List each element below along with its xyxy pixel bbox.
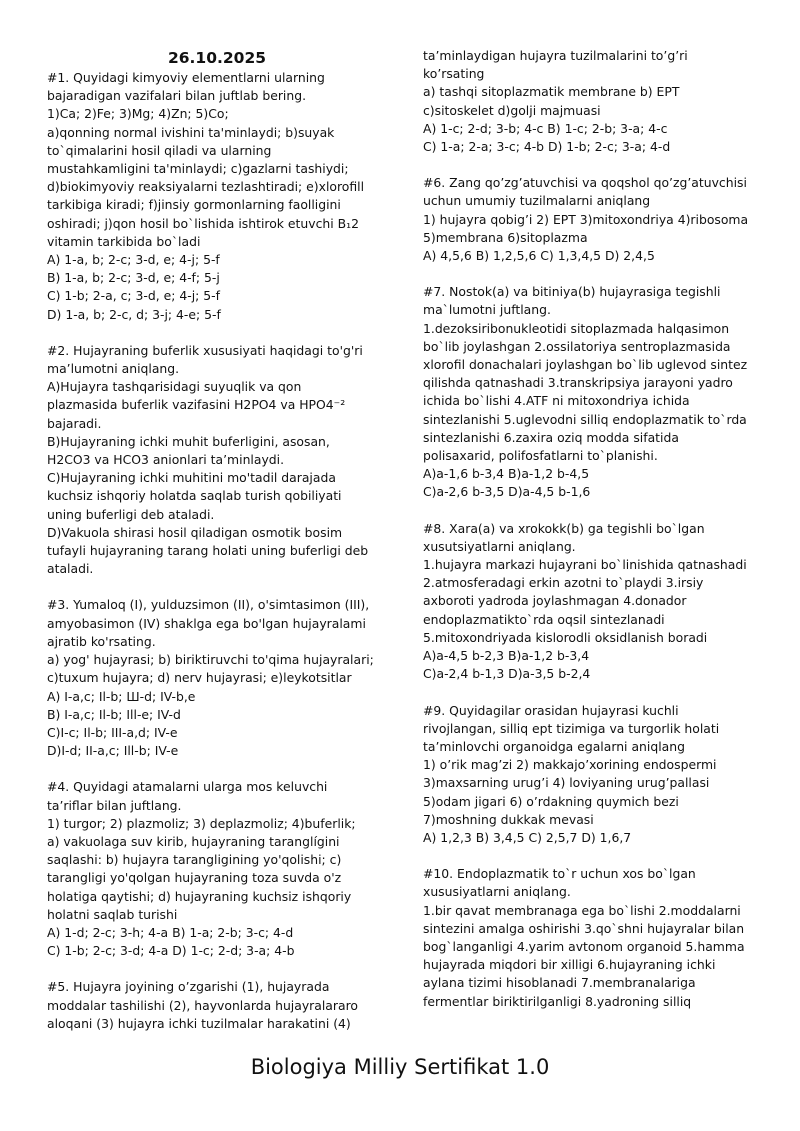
question-line: #2. Hujayraning buferlik xususiyati haqidagi to'g'ri	[47, 342, 363, 358]
question-line: A) 1,2,3 B) 3,4,5 C) 2,5,7 D) 1,6,7	[423, 829, 632, 845]
question-line: rivojlangan, silliq ept tizimiga va turgorlik holati	[423, 720, 720, 736]
question-line: C) 1-b; 2-c; 3-d; 4-a D) 1-c; 2-d; 3-a; 4-b	[47, 943, 295, 959]
question-line: D)Vakuola shirasi hosil qiladigan osmotik bosim	[47, 524, 343, 540]
question-line: d)biokimyoviy reaksiyalarni tezlashtiradi; e)xlorofill	[47, 179, 365, 195]
question-block	[47, 69, 387, 324]
question-line: a) tashqi sitoplazmatik membrane b) EPT	[423, 84, 680, 100]
question-line: bo`lib joylashgan 2.ossilatoriya sentroplazmasida	[423, 338, 731, 354]
question-line: #7. Nostok(a) va bitiniya(b) hujayrasiga tegishli	[423, 284, 721, 300]
question-line: A) 1-a, b; 2-c; 3-d, e; 4-j; 5-f	[47, 252, 220, 268]
question-line: bajaradigan vazifalari bilan juftlab bering.	[47, 88, 307, 104]
question-line: xlorofil donachalari joylashgan bo`lib uglevod sintez	[423, 357, 748, 373]
question-line: C)I-c; Il-b; III-a,d; IV-e	[47, 724, 178, 740]
question-line: sintezini amalga oshirishi 3.qo`shni hujayralar bilan	[423, 920, 745, 936]
question-line: B) I-a,c; Il-b; Ill-e; IV-d	[47, 706, 181, 722]
right-questions	[423, 47, 768, 1011]
question-block	[47, 978, 387, 1033]
question-line: #5. Hujayra joyining o’zgarishi (1), hujayrada	[47, 979, 330, 995]
page-date: 26.10.2025	[167, 49, 267, 67]
question-line: 2.atmosferadagi erkin azotni to`playdi 3.irsiy	[423, 575, 704, 591]
question-line: aloqani (3) hujayra ichki tuzilmalar harakatini (4)	[47, 1015, 351, 1031]
question-line: D) 1-a, b; 2-c, d; 3-j; 4-e; 5-f	[47, 306, 221, 322]
question-line: kuchsiz ishqoriy holatda saqlab turish qobiliyati	[47, 488, 342, 504]
question-line: 1.hujayra markazi hujayrani bo`linishida qatnashadi	[423, 557, 747, 573]
question-line: xusutsiyatlarni aniqlang.	[423, 538, 576, 554]
question-line: ataladi.	[47, 561, 94, 577]
question-line: #10. Endoplazmatik to`r uchun xos bo`lgan	[423, 866, 696, 882]
question-block	[423, 520, 768, 684]
left-questions	[47, 69, 387, 1033]
question-line: ko’rsating	[423, 66, 485, 82]
question-line: ta’minlaydigan hujayra tuzilmalarini to’g’ri	[423, 48, 688, 63]
question-line: C)a-2,6 b-3,5 D)a-4,5 b-1,6	[423, 484, 591, 500]
question-line: saqlashi: b) hujayra tarangligining yo'qolishi; c)	[47, 852, 342, 868]
question-block	[47, 778, 387, 960]
question-line: A) I-a,c; Il-b; Ш-d; IV-b,e	[47, 688, 196, 704]
left-column	[47, 48, 387, 1051]
question-line: B) 1-a, b; 2-c; 3-d, e; 4-f; 5-j	[47, 270, 220, 286]
question-block	[47, 342, 387, 579]
question-line: A)a-4,5 b-2,3 B)a-1,2 b-3,4	[423, 648, 590, 664]
question-line: C)Hujayraning ichki muhitini mo'tadil darajada	[47, 470, 336, 486]
question-line: #1. Quyidagi kimyoviy elementlarni ularning	[47, 70, 325, 85]
question-line: A)a-1,6 b-3,4 B)a-1,2 b-4,5	[423, 466, 590, 482]
question-line: polisaxarid, polifosfatlarni to`planishi.	[423, 448, 658, 464]
question-line: uning buferligi deb ataladi.	[47, 506, 215, 522]
question-line: 1) hujayra qobig’i 2) EPT 3)mitoxondriya 4)ribosoma	[423, 211, 749, 227]
question-line: a)qonning normal ivishini ta'minlaydi; b)suyak	[47, 124, 335, 140]
question-line: 1)Ca; 2)Fe; 3)Mg; 4)Zn; 5)Co;	[47, 106, 229, 122]
question-line: 5)membrana 6)sitoplazma	[423, 229, 588, 245]
question-block	[423, 47, 768, 156]
question-line: moddalar tashilishi (2), hayvonlarda hujayralararo	[47, 997, 358, 1013]
question-line: plazmasida buferlik vazifasini H2PO4 va HPO4⁻²	[47, 397, 346, 413]
question-line: ichida bo`lishi 4.ATF ni mitoxondriya ichida	[423, 393, 690, 409]
question-line: B)Hujayraning ichki muhit buferligini, asosan,	[47, 433, 330, 449]
page-footer: Biologiya Milliy Sertifikat 1.0	[250, 1055, 550, 1079]
question-block	[423, 174, 768, 265]
question-line: hujayrada miqdori bir xilligi 6.hujayraning ichki	[423, 957, 716, 973]
question-line: A) 1-d; 2-c; 3-h; 4-a B) 1-a; 2-b; 3-c; 4-d	[47, 924, 294, 940]
question-line: bog`langanligi 4.yarim avtonom organoid 5.hamma	[423, 938, 745, 954]
question-line: xususiyatlarni aniqlang.	[423, 884, 571, 900]
question-line: 1) turgor; 2) plazmoliz; 3) deplazmoliz; 4)buferlik;	[47, 815, 356, 831]
question-line: C) 1-b; 2-a, c; 3-d, e; 4-j; 5-f	[47, 288, 220, 304]
question-line: c)tuxum hujayra; d) nerv hujayrasi; e)leykotsitlar	[47, 670, 352, 686]
question-line: 1.bir qavat membranaga ega bo`lishi 2.moddalarni	[423, 902, 741, 918]
question-block	[47, 596, 387, 760]
question-line: aylana tizimi hisoblanadi 7.membranalariga	[423, 975, 696, 991]
question-line: vitamin tarkibida bo`ladi	[47, 233, 201, 249]
question-line: ma`lumotni juftlang.	[423, 302, 551, 318]
question-line: amyobasimon (IV) shaklga ega bo'lgan hujayralami	[47, 615, 366, 631]
question-line: #6. Zang qo’zg’atuvchisi va qoqshol qo’zg’atuvchisi	[423, 175, 747, 191]
right-column	[423, 47, 768, 1029]
question-line: ma’lumotni aniqlang.	[47, 361, 180, 377]
question-line: tufayli hujayraning tarang holati uning buferligi deb	[47, 543, 369, 559]
question-line: sintezlanishi 5.uglevodni silliq endoplazmatik to`rda	[423, 411, 747, 427]
question-line: H2CO3 va HCO3 anionlari ta’minlaydi.	[47, 452, 285, 468]
question-line: A) 1-c; 2-d; 3-b; 4-c B) 1-c; 2-b; 3-a; 4-c	[423, 120, 668, 136]
question-line: 5)odam jigari 6) o’rdakning quymich bezi	[423, 793, 679, 809]
question-block	[423, 702, 768, 848]
question-block	[423, 283, 768, 501]
question-line: 3)maxsarning urug’i 4) loviyaning urug’pallasi	[423, 775, 710, 791]
question-line: tarangligi yo'qolgan hujayraning toza suvda o'z	[47, 870, 342, 886]
question-line: a) vakuolaga suv kirib, hujayraning taranglígini	[47, 833, 340, 849]
question-line: mustahkamligini ta'minlaydi; c)gazlarni tashiydi;	[47, 161, 349, 177]
question-line: endoplazmatikto`rda oqsil sintezlanadi	[423, 611, 665, 627]
question-line: 1.dezoksiribonukleotidi sitoplazmada halqasimon	[423, 320, 730, 336]
question-line: qilishda qatnashadi 3.transkripsiya jarayoni yadro	[423, 375, 733, 391]
question-line: c)sitoskelet d)golji majmuasi	[423, 102, 601, 118]
question-block	[423, 865, 768, 1011]
question-line: 7)moshning dukkak mevasi	[423, 811, 594, 827]
question-line: C)a-2,4 b-1,3 D)a-3,5 b-2,4	[423, 666, 591, 682]
question-line: oshiradi; j)qon hosil bo`lishida ishtirok etuvchi B₁2	[47, 215, 359, 231]
question-line: tarkibiga kiradi; f)jinsiy gormonlarning faolligini	[47, 197, 341, 213]
question-line: 5.mitoxondriyada kislorodli oksidlanish boradi	[423, 629, 708, 645]
question-line: axboroti yadroda joylashmagan 4.donador	[423, 593, 687, 609]
question-line: bajaradi.	[47, 415, 102, 431]
question-line: ajratib ko'rsating.	[47, 633, 156, 649]
question-line: #8. Xara(a) va xrokokk(b) ga tegishli bo`lgan	[423, 520, 705, 536]
question-line: uchun umumiy tuzilmalarni aniqlang	[423, 193, 651, 209]
question-line: fermentlar biriktirilganligi 8.yadroning silliq	[423, 993, 692, 1009]
question-line: ta’riflar bilan juftlang.	[47, 797, 182, 813]
question-line: holatni saqlab turishi	[47, 906, 178, 922]
question-line: C) 1-a; 2-a; 3-c; 4-b D) 1-b; 2-c; 3-a; 4-d	[423, 139, 671, 155]
question-line: 1) o’rik mag’zi 2) makkajo’xorining endospermi	[423, 757, 717, 773]
question-line: a) yog' hujayrasi; b) biriktiruvchi to'qima hujayralari;	[47, 652, 374, 668]
question-line: holatiga qaytishi; d) hujayraning kuchsiz ishqoriy	[47, 888, 352, 904]
question-line: A) 4,5,6 B) 1,2,5,6 C) 1,3,4,5 D) 2,4,5	[423, 248, 655, 264]
question-line: ta’minlovchi organoidga egalarni aniqlang	[423, 738, 685, 754]
question-line: A)Hujayra tashqarisidagi suyuqlik va qon	[47, 379, 302, 395]
question-line: sintezlanishi 6.zaxira oziq modda sifatida	[423, 429, 679, 445]
question-line: D)I-d; II-a,c; Ill-b; IV-e	[47, 743, 179, 759]
question-line: #3. Yumaloq (I), yulduzsimon (II), o'simtasimon (III),	[47, 597, 370, 613]
question-line: #9. Quyidagilar orasidan hujayrasi kuchli	[423, 702, 679, 718]
question-line: #4. Quyidagi atamalarni ularga mos keluvchi	[47, 779, 328, 795]
question-line: to`qimalarini hosil qiladi va ularning	[47, 142, 272, 158]
